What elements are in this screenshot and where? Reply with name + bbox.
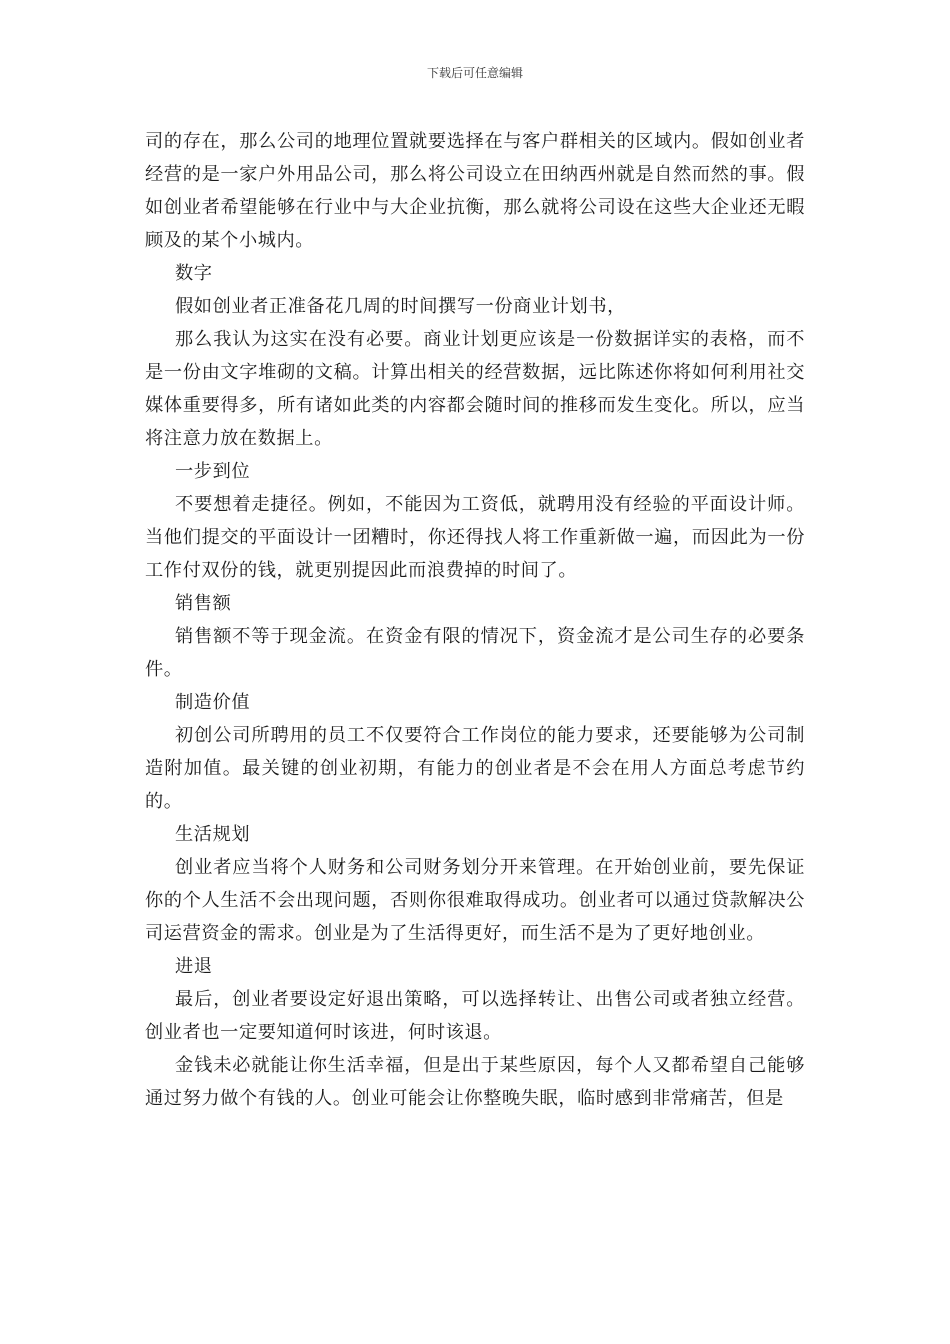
paragraph: 销售额不等于现金流。在资金有限的情况下，资金流才是公司生存的必要条件。 — [145, 626, 805, 680]
section-heading: 进退 — [175, 956, 213, 977]
paragraph: 司的存在，那么公司的地理位置就要选择在与客户群相关的区域内。假如创业者经营的是一家户外用品公司，那么将公司设立在田纳西州就是自然而然的事。假如创业者希望能够在行业中与大企业抗衡，那么就将公司设在这些大企业还无暇顾及的某个小城内。 — [145, 131, 805, 251]
section-heading: 制造价值 — [175, 692, 251, 713]
page-header: 下载后可任意编辑 — [426, 66, 523, 80]
document-body — [145, 125, 805, 1115]
section-heading: 销售额 — [175, 593, 232, 614]
section-heading: 一步到位 — [175, 461, 251, 482]
paragraph: 那么我认为这实在没有必要。商业计划更应该是一份数据详实的表格，而不是一份由文字堆砌的文稿。计算出相关的经营数据，远比陈述你将如何利用社交媒体重要得多，所有诸如此类的内容都会随时间的推移而发生变化。所以，应当将注意力放在数据上。 — [145, 329, 805, 449]
paragraph: 最后，创业者要设定好退出策略，可以选择转让、出售公司或者独立经营。创业者也一定要知道何时该进，何时该退。 — [145, 989, 805, 1043]
paragraph: 假如创业者正准备花几周的时间撰写一份商业计划书， — [175, 296, 626, 317]
paragraph: 不要想着走捷径。例如，不能因为工资低，就聘用没有经验的平面设计师。当他们提交的平面设计一团糟时，你还得找人将工作重新做一遍，而因此为一份工作付双份的钱，就更别提因此而浪费掉的时间了。 — [145, 494, 805, 581]
paragraph: 初创公司所聘用的员工不仅要符合工作岗位的能力要求，还要能够为公司制造附加值。最关键的创业初期，有能力的创业者是不会在用人方面总考虑节约的。 — [145, 725, 805, 812]
section-heading: 生活规划 — [175, 824, 251, 845]
section-heading: 数字 — [175, 263, 213, 284]
paragraph: 创业者应当将个人财务和公司财务划分开来管理。在开始创业前，要先保证你的个人生活不会出现问题，否则你很难取得成功。创业者可以通过贷款解决公司运营资金的需求。创业是为了生活得更好，而生活不是为了更好地创业。 — [145, 857, 805, 944]
paragraph: 金钱未必就能让你生活幸福，但是出于某些原因，每个人又都希望自己能够通过努力做个有钱的人。创业可能会让你整晚失眠，临时感到非常痛苦，但是 — [145, 1055, 805, 1109]
